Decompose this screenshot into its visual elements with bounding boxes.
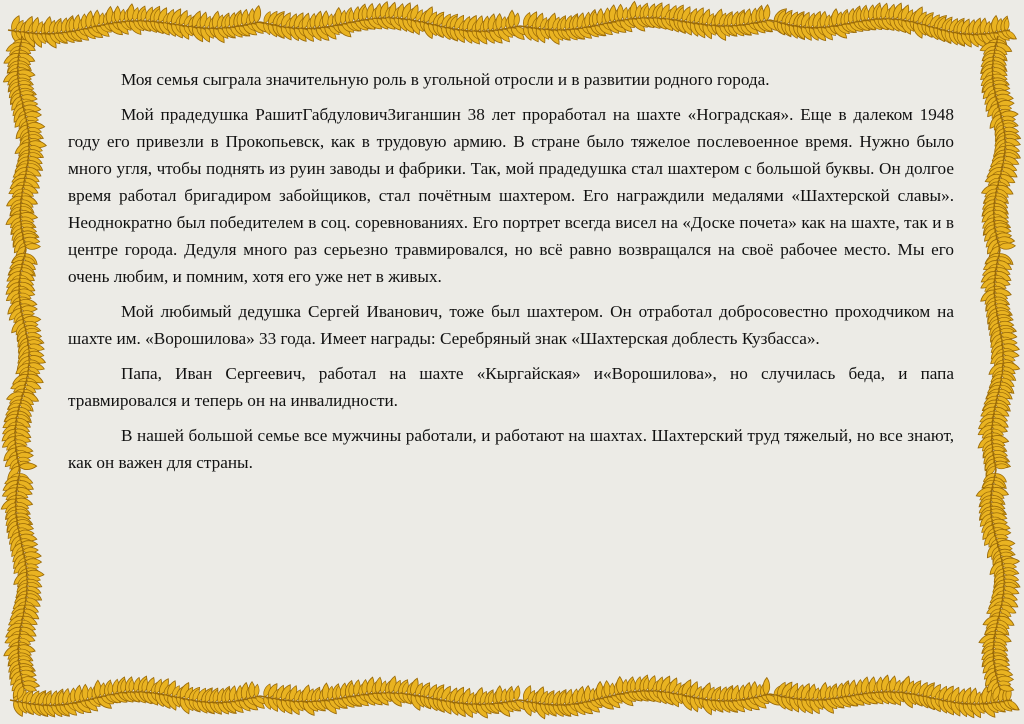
paragraph-3: Мой любимый дедушка Сергей Иванович, тоже был шахтером. Он отработал добросовестно проходчиком на шахте им. «Ворошилова» 33 года. Имеет награды: Серебряный знак «Шахтерская доблесть Кузбасса».: [68, 302, 954, 348]
paragraph-4: Папа, Иван Сергеевич, работал на шахте «Кыргайская» и«Ворошилова», но случилась беда, и папа травмировался и теперь он на инвалидности.: [68, 364, 954, 410]
paragraph-5: В нашей большой семье все мужчины работали, и работают на шахтах. Шахтерский труд тяжелый, но все знают, как он важен для страны.: [68, 426, 954, 472]
paragraph-1: Моя семья сыграла значительную роль в угольной отросли и в развитии родного города.: [121, 70, 770, 89]
paragraph-2: Мой прадедушка РашитГабдуловичЗиганшин 38 лет проработал на шахте «Ноградская». Еще в далеком 1948 году его привезли в Прокопьевск, как в трудовую армию. В стране было тяжелое послевоенное время. Нужно было много угля, чтобы поднять из руин заводы и фабрики. Так, мой прадедушка стал шахтером с большой буквы. Он долгое время работал бригадиром забойщиков, стал почётным шахтером. Его награждили медалями «Шахтерской славы». Неоднократно был победителем в соц. соревнованиях. Его портрет всегда висел на «Доске почета» как на шахте, так и в центре города. Дедуля много раз серьезно травмировался, но всё равно возвращался на своё рабочее место. Мы его очень любим, и помним, хотя его уже нет в живых.: [68, 105, 954, 286]
document-text: [68, 66, 954, 484]
